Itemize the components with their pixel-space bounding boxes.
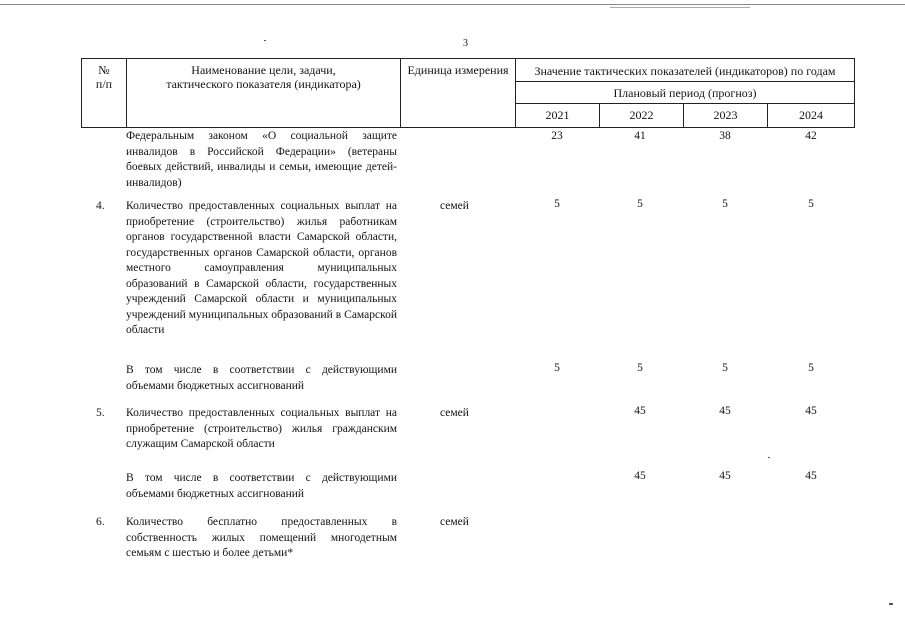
scan-artifact-line [0, 4, 905, 5]
value-2021: 5 [554, 362, 560, 374]
indicator-name: Количество предоставленных социальных выплат на приобретение (строительство) жилья работникам органов государственной власти Самарской области, государственных органов Самарской области, органов местного самоуправления муниципальных образований в Самарской области, государственных учреждений Самарской области и муниципальных учреждений муниципальных образований в Самарской области [126, 200, 397, 336]
header-year: 2024 [799, 108, 823, 122]
header-name-label: Наименование цели, задачи, тактического показателя (индикатора) [166, 63, 361, 91]
value-2024: 5 [808, 198, 814, 210]
header-plan-label: Плановый период (прогноз) [613, 86, 757, 100]
value-2023: 45 [719, 470, 731, 482]
header-year: 2023 [713, 108, 738, 122]
header-year: 2022 [629, 108, 654, 122]
value-2024: 45 [805, 470, 817, 482]
unit-of-measure: семей [440, 516, 469, 528]
indicator-name: Федеральным законом «О социальной защите инвалидов в Российской Федерации» (ветераны боевых действий, инвалиды и семьи, имеющие детей-инвалидов) [126, 130, 397, 189]
unit-of-measure: семей [440, 407, 469, 419]
scan-speck [264, 40, 266, 41]
value-2022: 45 [634, 470, 646, 482]
row-number: 5. [96, 407, 105, 419]
scan-artifact-line [610, 7, 750, 8]
indicator-name: Количество предоставленных социальных выплат на приобретение (строительство) жилья гражданским служащим Самарской области [126, 407, 397, 450]
value-2022: 41 [634, 130, 646, 142]
row-number: 6. [96, 516, 105, 528]
unit-of-measure: семей [440, 200, 469, 212]
row-number: 4. [96, 200, 105, 212]
value-2022: 5 [637, 362, 643, 374]
value-2021: 5 [554, 198, 560, 210]
indicator-name: В том числе в соответствии с действующими объемами бюджетных ассигнований [126, 364, 397, 392]
value-2024: 42 [805, 130, 817, 142]
value-2022: 45 [634, 405, 646, 417]
value-2023: 5 [722, 362, 728, 374]
value-2024: 45 [805, 405, 817, 417]
indicator-name: Количество бесплатно предоставленных в собственность жилых помещений многодетным семьям с шестью и более детьми* [126, 516, 397, 559]
header-values-label: Значение тактических показателей (индикаторов) по годам [534, 64, 836, 78]
page-number: 3 [463, 38, 468, 49]
value-2023: 5 [722, 198, 728, 210]
value-2024: 5 [808, 362, 814, 374]
value-2022: 5 [637, 198, 643, 210]
scan-speck [768, 457, 770, 458]
header-num-label: № п/п [95, 63, 113, 91]
value-2023: 45 [719, 405, 731, 417]
header-unit-label: Единица измерения [407, 63, 509, 77]
value-2023: 38 [719, 130, 731, 142]
scan-speck [889, 603, 893, 605]
indicator-name: В том числе в соответствии с действующими объемами бюджетных ассигнований [126, 472, 397, 500]
header-year: 2021 [545, 108, 570, 122]
value-2021: 23 [551, 130, 563, 142]
